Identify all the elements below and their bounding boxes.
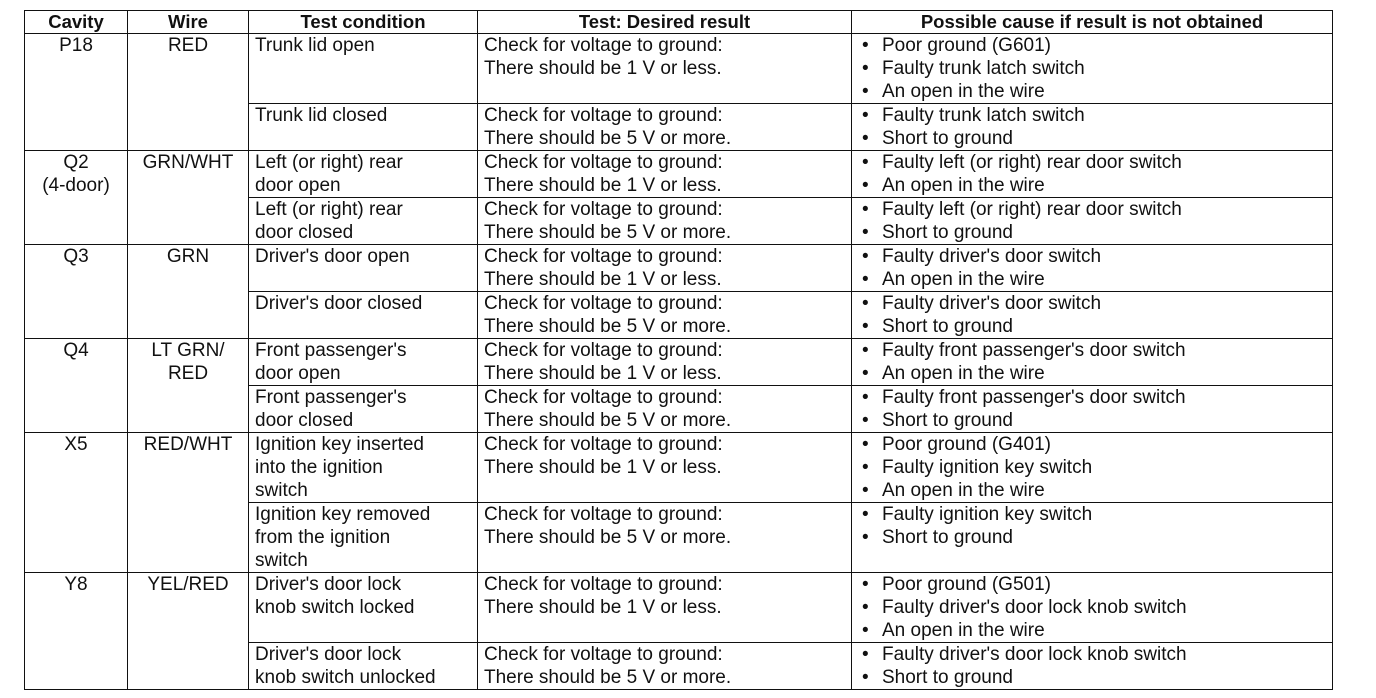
condition-text: door open (255, 175, 341, 196)
test-table (24, 10, 1333, 690)
cause-item: • Faulty ignition key switch (858, 456, 1332, 479)
cause-cell (852, 292, 1333, 339)
wire-text: RED (167, 363, 209, 384)
condition-text: Driver's door lock (255, 574, 402, 595)
cause-item: • An open in the wire (858, 619, 1332, 642)
wire-text: GRN/WHT (142, 152, 234, 173)
cavity-text: Y8 (64, 574, 88, 595)
condition-text: switch (255, 550, 308, 571)
result-text: There should be 5 V or more. (484, 410, 732, 431)
cause-item: • An open in the wire (858, 479, 1332, 502)
cause-cell (852, 386, 1333, 433)
condition-text: door open (255, 363, 341, 384)
cause-item: • Faulty left (or right) rear door switch (858, 151, 1332, 174)
result-cell (478, 503, 852, 573)
result-cell (478, 198, 852, 245)
wire-text: LT GRN/ (151, 340, 225, 361)
condition-text: Driver's door lock (255, 644, 402, 665)
result-cell (478, 339, 852, 386)
cavity-text: X5 (64, 434, 88, 455)
condition-text: door closed (255, 410, 354, 431)
cavity-cell (25, 151, 128, 245)
cause-item: • Faulty driver's door lock knob switch (858, 643, 1332, 666)
table-row (25, 573, 1333, 643)
cause-item: • Poor ground (G601) (858, 34, 1332, 57)
wire-text: GRN (166, 246, 210, 267)
cause-item: • An open in the wire (858, 174, 1332, 197)
condition-text: switch (255, 480, 308, 501)
result-text: Check for voltage to ground: (484, 504, 723, 525)
cavity-cell (25, 573, 128, 690)
wire-cell (128, 151, 249, 245)
condition-cell (249, 245, 478, 292)
cavity-cell (25, 245, 128, 339)
result-cell (478, 104, 852, 151)
condition-cell (249, 104, 478, 151)
result-text: There should be 1 V or less. (484, 363, 722, 384)
header-wire: Wire (128, 11, 249, 34)
cause-cell (852, 643, 1333, 690)
wire-text: RED/WHT (143, 434, 233, 455)
cause-item: • Short to ground (858, 221, 1332, 244)
result-text: There should be 5 V or more. (484, 527, 732, 548)
result-text: Check for voltage to ground: (484, 574, 723, 595)
wire-text: RED (167, 35, 209, 56)
cause-cell (852, 34, 1333, 104)
cause-cell (852, 151, 1333, 198)
result-text: Check for voltage to ground: (484, 387, 723, 408)
cavity-text: (4-door) (42, 175, 110, 196)
table-row (25, 151, 1333, 198)
cavity-cell (25, 339, 128, 433)
condition-text: Trunk lid open (255, 35, 375, 56)
condition-text: Ignition key inserted (255, 434, 424, 455)
cause-item: • Faulty ignition key switch (858, 503, 1332, 526)
result-cell (478, 386, 852, 433)
result-cell (478, 151, 852, 198)
result-text: There should be 5 V or more. (484, 667, 732, 688)
condition-text: knob switch unlocked (255, 667, 436, 688)
result-cell (478, 643, 852, 690)
result-text: There should be 1 V or less. (484, 175, 722, 196)
condition-text: Left (or right) rear (255, 199, 403, 220)
header-possible-cause: Possible cause if result is not obtained (852, 11, 1333, 34)
condition-cell (249, 34, 478, 104)
cause-item: • An open in the wire (858, 362, 1332, 385)
cause-item: • Short to ground (858, 127, 1332, 150)
result-text: There should be 5 V or more. (484, 222, 732, 243)
condition-cell (249, 198, 478, 245)
header-desired-result: Test: Desired result (478, 11, 852, 34)
header-test-condition: Test condition (249, 11, 478, 34)
wire-cell (128, 433, 249, 573)
wire-cell (128, 34, 249, 151)
condition-cell (249, 433, 478, 503)
cause-item: • Faulty driver's door switch (858, 245, 1332, 268)
wire-text: YEL/RED (147, 574, 229, 595)
cavity-text: P18 (59, 35, 93, 56)
result-text: Check for voltage to ground: (484, 105, 723, 126)
result-text: There should be 5 V or more. (484, 316, 732, 337)
condition-cell (249, 643, 478, 690)
header-cavity: Cavity (25, 11, 128, 34)
result-text: There should be 1 V or less. (484, 58, 722, 79)
condition-cell (249, 292, 478, 339)
cavity-text: Q4 (63, 340, 89, 361)
cause-item: • Faulty trunk latch switch (858, 104, 1332, 127)
result-cell (478, 245, 852, 292)
cause-cell (852, 339, 1333, 386)
result-cell (478, 34, 852, 104)
cause-item: • Faulty trunk latch switch (858, 57, 1332, 80)
condition-text: into the ignition (255, 457, 383, 478)
result-cell (478, 433, 852, 503)
cavity-cell (25, 433, 128, 573)
cause-item: • Faulty front passenger's door switch (858, 386, 1332, 409)
header-row (25, 11, 1333, 34)
wire-cell (128, 245, 249, 339)
result-text: There should be 1 V or less. (484, 457, 722, 478)
result-text: There should be 5 V or more. (484, 128, 732, 149)
condition-cell (249, 573, 478, 643)
condition-cell (249, 503, 478, 573)
cause-item: • Short to ground (858, 666, 1332, 689)
condition-text: Driver's door open (255, 246, 410, 267)
condition-text: Left (or right) rear (255, 152, 403, 173)
table-row (25, 245, 1333, 292)
table-body (25, 34, 1333, 690)
cavity-cell (25, 34, 128, 151)
cause-item: • Faulty left (or right) rear door switch (858, 198, 1332, 221)
cause-item: • Faulty driver's door lock knob switch (858, 596, 1332, 619)
cavity-text: Q2 (63, 152, 89, 173)
result-text: Check for voltage to ground: (484, 246, 723, 267)
result-text: Check for voltage to ground: (484, 434, 723, 455)
cause-item: • Poor ground (G501) (858, 573, 1332, 596)
wire-cell (128, 573, 249, 690)
result-text: Check for voltage to ground: (484, 644, 723, 665)
cause-item: • Short to ground (858, 409, 1332, 432)
cause-cell (852, 503, 1333, 573)
condition-text: door closed (255, 222, 354, 243)
cause-cell (852, 245, 1333, 292)
result-text: Check for voltage to ground: (484, 35, 723, 56)
condition-text: from the ignition (255, 527, 391, 548)
wire-cell (128, 339, 249, 433)
result-text: Check for voltage to ground: (484, 340, 723, 361)
cause-cell (852, 573, 1333, 643)
condition-text: Front passenger's (255, 340, 407, 361)
result-text: There should be 1 V or less. (484, 597, 722, 618)
condition-cell (249, 151, 478, 198)
cause-item: • Poor ground (G401) (858, 433, 1332, 456)
result-text: Check for voltage to ground: (484, 152, 723, 173)
condition-text: Driver's door closed (255, 293, 423, 314)
result-cell (478, 573, 852, 643)
cause-item: • Short to ground (858, 315, 1332, 338)
cause-item: • Faulty driver's door switch (858, 292, 1332, 315)
condition-text: Ignition key removed (255, 504, 431, 525)
cause-item: • An open in the wire (858, 268, 1332, 291)
result-text: There should be 1 V or less. (484, 269, 722, 290)
result-text: Check for voltage to ground: (484, 293, 723, 314)
cause-cell (852, 433, 1333, 503)
condition-cell (249, 339, 478, 386)
condition-text: Trunk lid closed (255, 105, 388, 126)
result-cell (478, 292, 852, 339)
cause-cell (852, 198, 1333, 245)
table-row (25, 433, 1333, 503)
cause-item: • Faulty front passenger's door switch (858, 339, 1332, 362)
table-row (25, 34, 1333, 104)
cause-item: • An open in the wire (858, 80, 1332, 103)
cause-cell (852, 104, 1333, 151)
condition-text: Front passenger's (255, 387, 407, 408)
table-row (25, 339, 1333, 386)
cause-item: • Short to ground (858, 526, 1332, 549)
cavity-text: Q3 (63, 246, 89, 267)
condition-cell (249, 386, 478, 433)
condition-text: knob switch locked (255, 597, 415, 618)
result-text: Check for voltage to ground: (484, 199, 723, 220)
